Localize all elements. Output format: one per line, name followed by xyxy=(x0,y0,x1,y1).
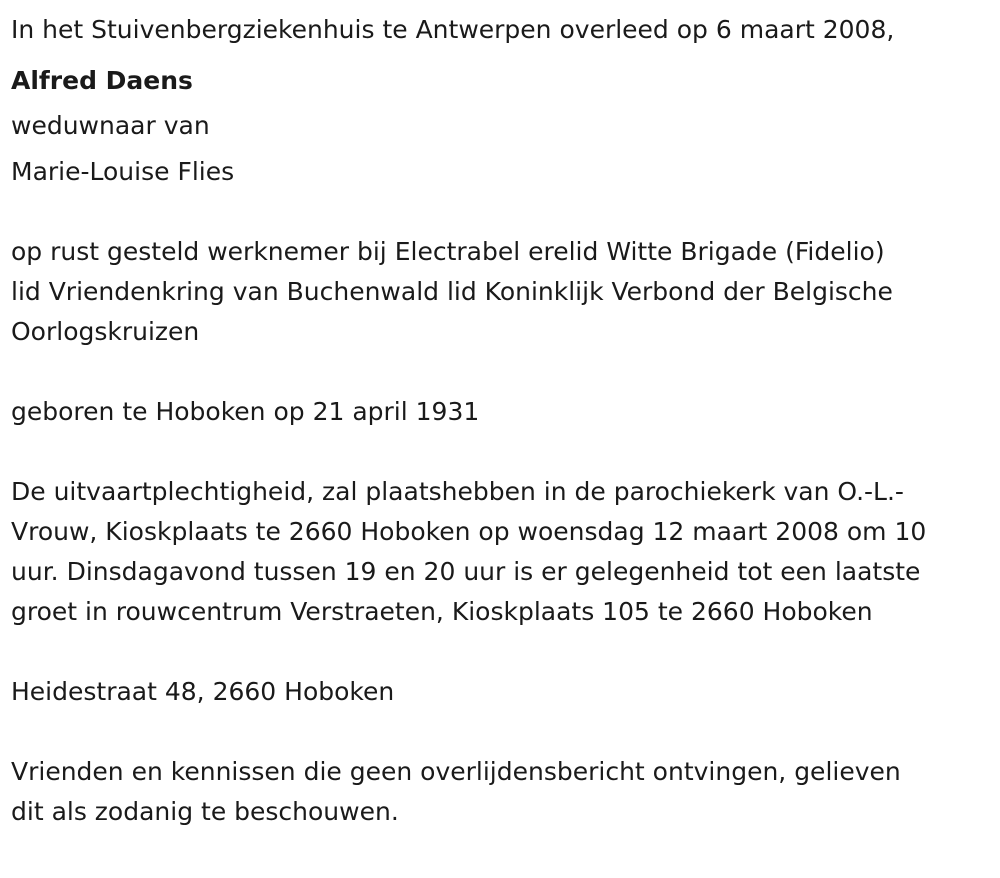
intro-text: In het Stuivenbergziekenhuis te Antwerpen overleed op 6 maart 2008, xyxy=(11,15,895,44)
roles-line: op rust gesteld werknemer bij Electrabel erelid Witte Brigade (Fidelio) xyxy=(11,237,885,266)
spacer xyxy=(11,192,1000,232)
funeral-line: uur. Dinsdagavond tussen 19 en 20 uur is er gelegenheid tot een laatste xyxy=(11,557,921,586)
spouse-name: Marie-Louise Flies xyxy=(11,157,235,186)
spacer xyxy=(11,352,1000,392)
spacer xyxy=(11,712,1000,752)
funeral-line: groet in rouwcentrum Verstraeten, Kioskplaats 105 te 2660 Hoboken xyxy=(11,597,873,626)
funeral-line: Vrouw, Kioskplaats te 2660 Hoboken op woensdag 12 maart 2008 om 10 xyxy=(11,517,927,546)
address-text: Heidestraat 48, 2660 Hoboken xyxy=(11,677,395,706)
closing-line: dit als zodanig te beschouwen. xyxy=(11,797,399,826)
relation-text: weduwnaar van xyxy=(11,111,210,140)
deceased-name: Alfred Daens xyxy=(11,66,193,95)
funeral-line: De uitvaartplechtigheid, zal plaatshebben in de parochiekerk van O.-L.- xyxy=(11,477,904,506)
spacer xyxy=(11,632,1000,672)
spacer xyxy=(11,432,1000,472)
roles-line: lid Vriendenkring van Buchenwald lid Koninklijk Verbond der Belgische xyxy=(11,277,893,306)
closing-line: Vrienden en kennissen die geen overlijdensbericht ontvingen, gelieven xyxy=(11,757,901,786)
birth-text: geboren te Hoboken op 21 april 1931 xyxy=(11,397,480,426)
roles-line: Oorlogskruizen xyxy=(11,317,200,346)
